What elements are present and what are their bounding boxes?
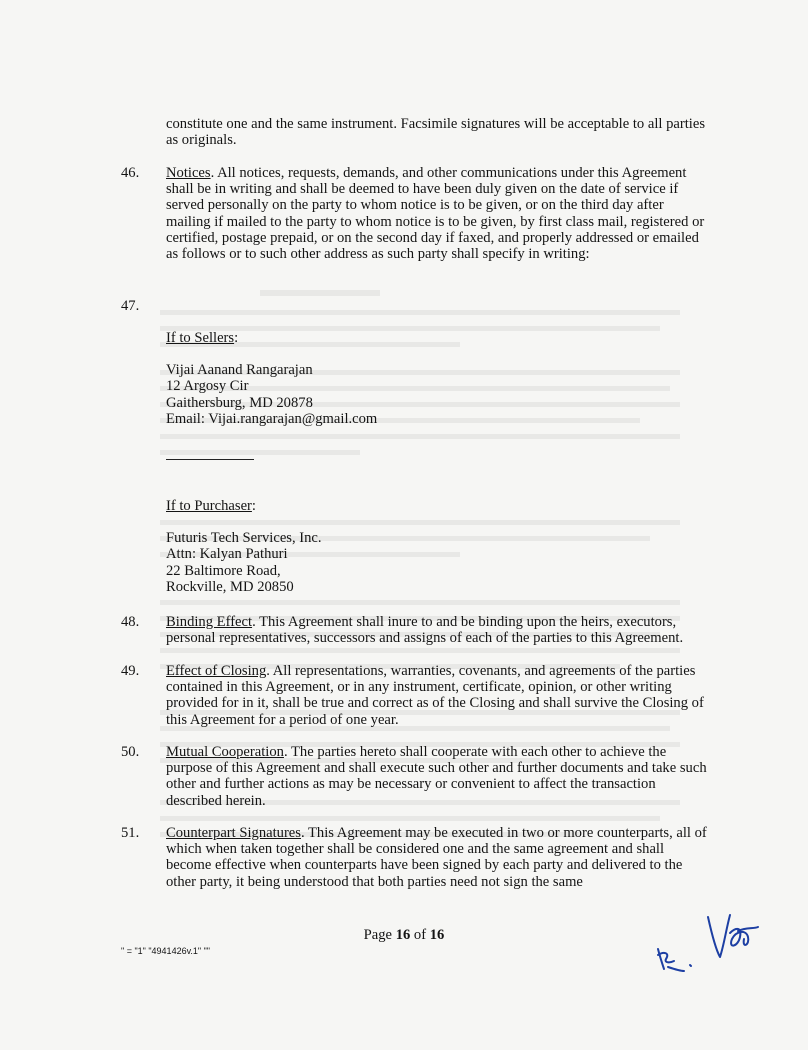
section-number: 51.	[121, 825, 140, 841]
section-number: 50.	[121, 744, 140, 760]
page-number: Page 16 of 16	[363, 927, 445, 943]
section-number: 47.	[121, 298, 140, 314]
blank-underline	[166, 459, 254, 460]
email-line: Email: Vijai.rangarajan@gmail.com	[166, 410, 378, 427]
section-51-counterpart-signatures	[121, 825, 711, 890]
section-text: . The parties hereto shall cooperate with each other to achieve the purpose of this Agreement and shall execute such other and further documents and take such other and further actions as may be necessary or convenient to affect the transaction described herein.	[166, 744, 707, 809]
continuation-paragraph: constitute one and the same instrument. Facsimile signatures will be acceptable to all parties as originals.	[166, 116, 705, 149]
section-text: . This Agreement shall inure to and be binding upon the heirs, executors, personal representatives, successors and assigns of each of the parties to this Agreement.	[166, 614, 684, 647]
address-line: 22 Baltimore Road,	[166, 562, 281, 579]
section-heading: Mutual Cooperation	[166, 744, 284, 760]
section-heading: Notices	[166, 165, 211, 181]
section-heading: Binding Effect	[166, 614, 253, 630]
section-number: 48.	[121, 614, 140, 630]
section-text: . All representations, warranties, covenants, and agreements of the parties contained in this Agreement, or in any instrument, certificate, opinion, or other writing provided for in it, shall be true and correct as of the Closing and shall survive the Closing of this Agreement for a period of one year.	[166, 663, 704, 728]
section-text: . This Agreement may be executed in two or more counterparts, all of which when taken together shall be considered one and the same agreement and shall become effective when counterparts have been signed by each party and delivered to the other party, it being understood that both parties need not sign the same	[166, 825, 707, 890]
section-text: . All notices, requests, demands, and other communications under this Agreement shall be in writing and shall be deemed to have been duly given on the date of service if served personally on the party to whom notice is to be given, or on the third day after mailing if mailed to the party to whom notice is to be given, by first class mail, registered or certified, postage prepaid, or on the second day if faxed, and properly addressed or emailed as follows or to such other address as such party shall specify in writing:	[166, 165, 705, 263]
document-id: " = "1" "4941426v.1" ""	[121, 946, 211, 956]
address-line: Vijai Aanand Rangarajan	[166, 362, 313, 379]
section-number: 46.	[121, 165, 140, 181]
purchaser-address-block: If to Purchaser: Futuris Tech Services, Inc. Attn: Kalyan Pathuri 22 Baltimore Road, Rockville, MD 20850	[166, 498, 566, 595]
section-heading: Counterpart Signatures	[166, 825, 301, 841]
sellers-address-block: If to Sellers: Vijai Aanand Rangarajan 12 Argosy Cir Gaithersburg, MD 20878 Email: Vijai.rangarajan@gmail.com	[166, 330, 566, 427]
address-line: Attn: Kalyan Pathuri	[166, 546, 288, 563]
section-50-mutual-cooperation	[121, 744, 711, 809]
address-line: Futuris Tech Services, Inc.	[166, 530, 322, 547]
address-line: 12 Argosy Cir	[166, 378, 249, 395]
address-line: Rockville, MD 20850	[166, 578, 294, 595]
sellers-label: If to Sellers	[166, 330, 235, 346]
section-49-effect-of-closing	[121, 663, 711, 728]
purchaser-label: If to Purchaser	[166, 498, 252, 514]
section-48-binding-effect	[121, 614, 711, 646]
initials-signature-icon	[640, 905, 770, 980]
address-line: Gaithersburg, MD 20878	[166, 394, 313, 411]
section-heading: Effect of Closing	[166, 663, 267, 679]
section-46-notices	[121, 165, 711, 262]
section-number: 49.	[121, 663, 140, 679]
